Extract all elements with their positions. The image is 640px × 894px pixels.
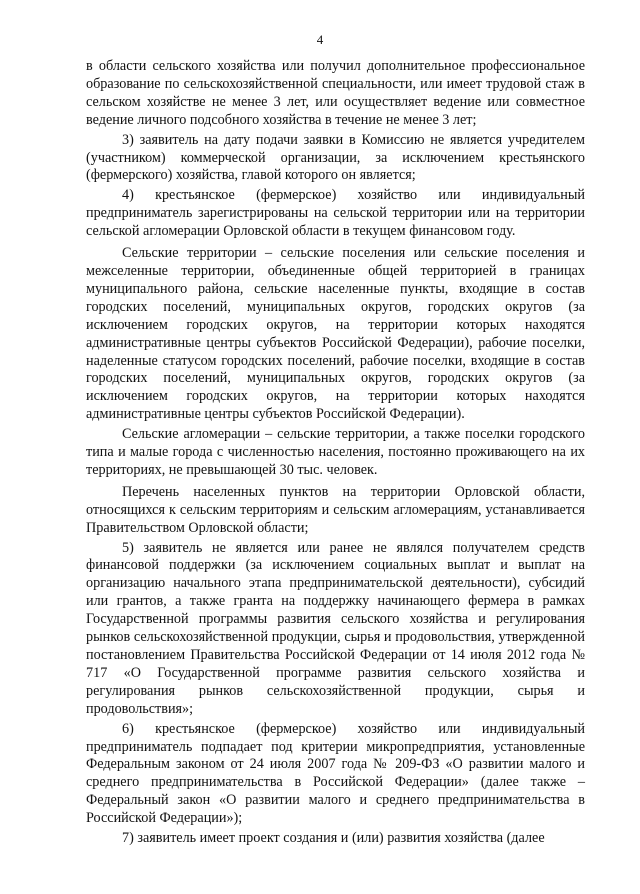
paragraph-rural-agglomerations: Сельские агломерации – сельские территории, а также поселки городского типа и малые города с численностью населения, постоянно проживающего на их территориях, не превышающей 30 тыс. человек. bbox=[86, 426, 585, 478]
paragraph-settlements-list: Перечень населенных пунктов на территории Орловской области, относящихся к сельским территориям и сельским агломерациям, устанавливается Правительством Орловской области; bbox=[86, 483, 585, 536]
page-number: 4 bbox=[316, 32, 324, 47]
paragraph-item-7: 7) заявитель имеет проект создания и (или) развития хозяйства (далее bbox=[122, 830, 545, 847]
paragraph-item-3: 3) заявитель на дату подачи заявки в Комиссию не является учредителем (участником) коммерческой организации, за исключением крестьянского (фермерского) хозяйства, главой которого он является; bbox=[86, 131, 585, 184]
paragraph-continuation: в области сельского хозяйства или получил дополнительное профессиональное образование по сельскохозяйственной специальности, или имеет трудовой стаж в сельском хозяйстве не менее 3 лет, или осуществляет ведение или совместное ведение личного подсобного хозяйства в течение не менее 3 лет; bbox=[86, 58, 585, 128]
paragraph-item-4: 4) крестьянское (фермерское) хозяйство или индивидуальный предприниматель зарегистрированы на сельской территории или на территории сельской агломерации Орловской области в текущем финансовом году. bbox=[86, 187, 585, 240]
document-body bbox=[86, 58, 585, 850]
paragraph-item-5: 5) заявитель не является или ранее не являлся получателем средств финансовой поддержки (за исключением социальных выплат и выплат на организацию начального этапа предпринимательской деятельности), субсидий или грантов, а также гранта на поддержку начинающего фермера в рамках Государственной программы развития сельского хозяйства и регулирования рынков сельскохозяйственной продукции, сырья и продовольствия, утвержденной постановлением Правительства Российской Федерации от 14 июля 2012 года № 717 «О Государственной программе развития сельского хозяйства и регулирования рынков сельскохозяйственной продукции, сырья и продовольствия»; bbox=[86, 539, 585, 717]
paragraph-item-6: 6) крестьянское (фермерское) хозяйство или индивидуальный предприниматель подпадает под критерии микропредприятия, установленные Федеральным законом от 24 июля 2007 года № 209-ФЗ «О развитии малого и среднего предпринимательства в Российской Федерации» (далее также – Федеральный закон «О развитии малого и среднего предпринимательства в Российской Федерации»); bbox=[86, 720, 585, 827]
paragraph-rural-territories: Сельские территории – сельские поселения или сельские поселения и межселенные территории, объединенные общей территорией в границах муниципального района, сельские населенные пункты, входящие в состав городских поселений, муниципальных округов, городских округов (за исключением городских округов, на территории которых находятся административные центры субъектов Российской Федерации), рабочие поселки, наделенные статусом городских поселений, рабочие поселки, входящие в состав городских поселений, муниципальных округов, городских округов (за исключением городских округов, на территории которых находятся административные центры субъектов Российской Федерации). bbox=[86, 245, 585, 423]
